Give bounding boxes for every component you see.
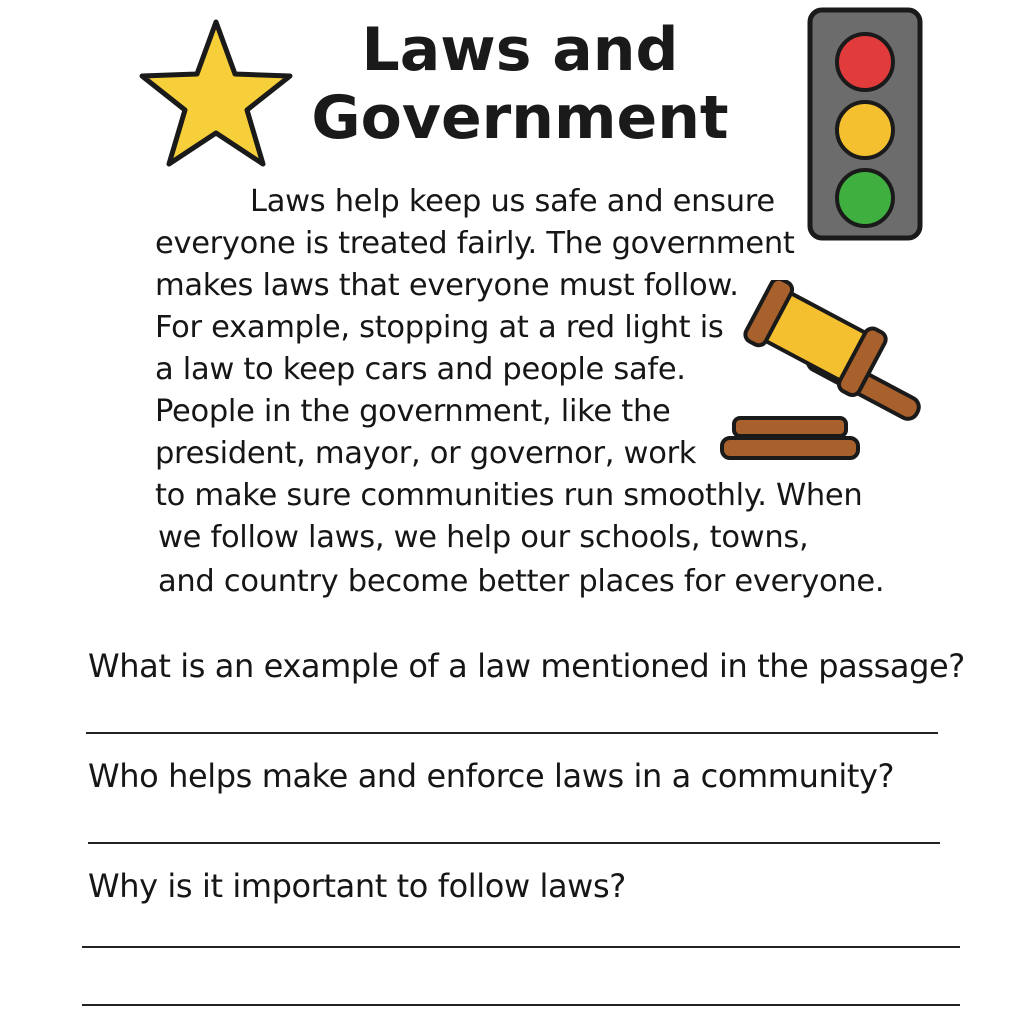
title-line-2: Government: [311, 83, 729, 153]
question-1: What is an example of a law mentioned in the passage?: [88, 647, 965, 685]
answer-line-1[interactable]: [86, 732, 938, 734]
passage-line: For example, stopping at a red light is: [155, 310, 724, 345]
answer-line-3[interactable]: [82, 946, 960, 948]
passage-line: and country become better places for everyone.: [158, 564, 885, 599]
passage-line: everyone is treated fairly. The government: [155, 226, 795, 261]
question-2: Who helps make and enforce laws in a community?: [88, 757, 895, 795]
passage-line: makes laws that everyone must follow.: [155, 268, 739, 303]
passage-line: we follow laws, we help our schools, towns,: [158, 520, 809, 555]
passage-line: to make sure communities run smoothly. When: [155, 478, 863, 513]
question-3: Why is it important to follow laws?: [88, 867, 626, 905]
passage-line: president, mayor, or governor, work: [155, 436, 697, 471]
title-line-1: Laws and: [361, 15, 679, 85]
passage-line: Laws help keep us safe and ensure: [250, 184, 775, 219]
answer-line-2[interactable]: [88, 842, 940, 844]
passage-line: People in the government, like the: [155, 394, 671, 429]
passage-line: a law to keep cars and people safe.: [155, 352, 686, 387]
answer-line-4[interactable]: [82, 1004, 960, 1006]
